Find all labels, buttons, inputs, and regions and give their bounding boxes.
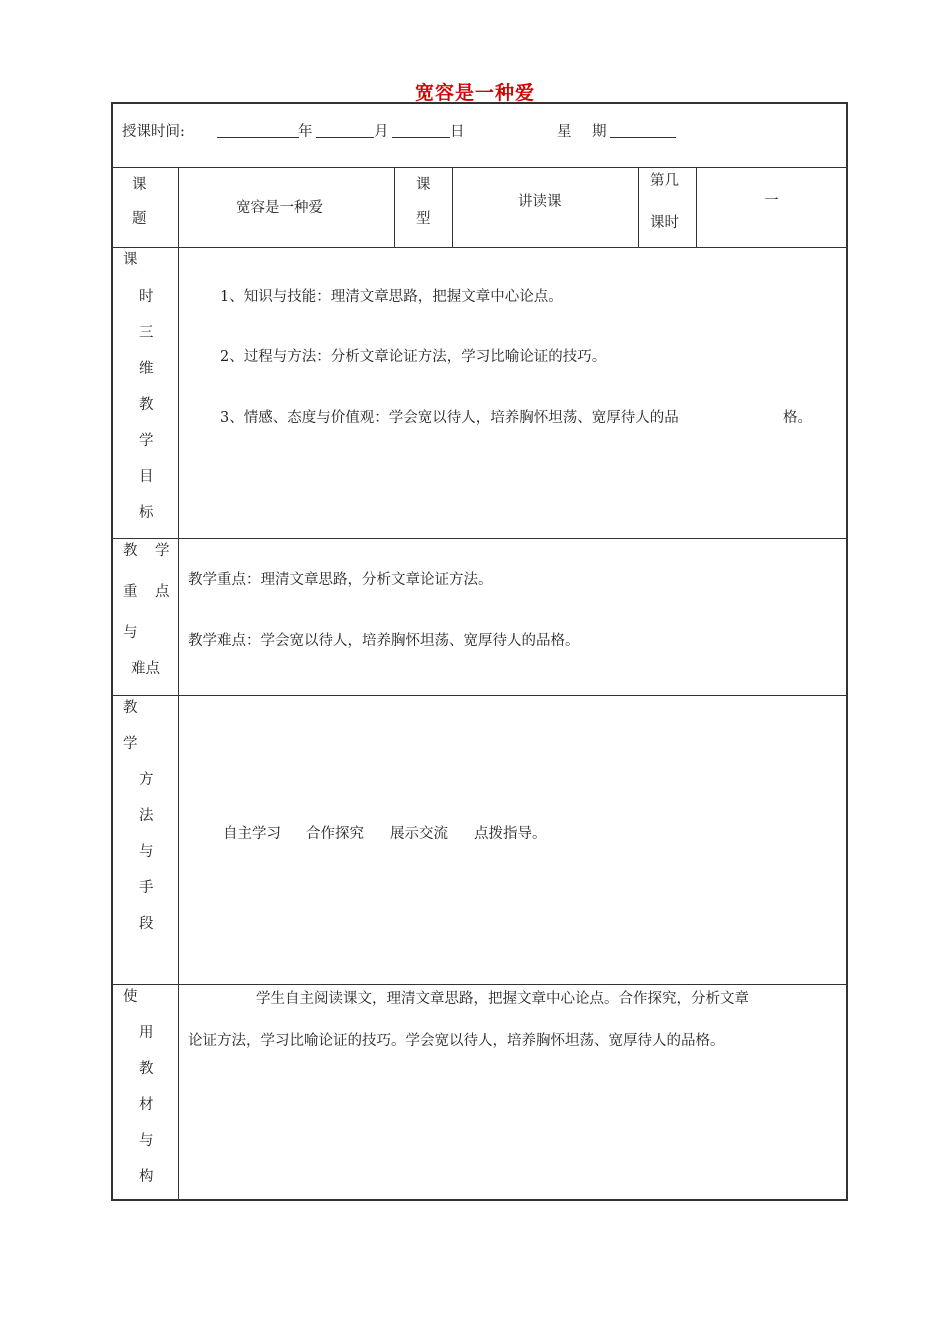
keypoints-label-char: 重 bbox=[123, 584, 138, 600]
method-item: 合作探究 bbox=[306, 826, 364, 842]
column-divider bbox=[178, 167, 179, 1201]
lesson-plan-table bbox=[111, 102, 848, 1201]
method-item: 展示交流 bbox=[390, 826, 448, 842]
materials-label-char: 教 bbox=[139, 1061, 154, 1077]
column-divider bbox=[638, 167, 639, 247]
period-value: 一 bbox=[764, 193, 779, 209]
objective-item: 3、情感、态度与价值观：学会宽以待人，培养胸怀坦荡、宽厚待人的品 bbox=[220, 410, 679, 426]
day-label: 日 bbox=[450, 124, 465, 140]
type-value: 讲读课 bbox=[518, 194, 562, 210]
objectives-label-char: 课 bbox=[123, 252, 138, 268]
keypoints-label-char: 学 bbox=[155, 543, 170, 559]
date-label: 授课时间: bbox=[122, 124, 185, 140]
materials-label-char: 构 bbox=[139, 1169, 154, 1185]
objective-item: 1、知识与技能：理清文章思路，把握文章中心论点。 bbox=[220, 289, 563, 305]
method-item: 点拨指导。 bbox=[474, 826, 547, 842]
keypoints-label-char: 与 bbox=[123, 625, 138, 641]
objective-item: 2、过程与方法：分析文章论证方法，学习比喻论证的技巧。 bbox=[220, 349, 607, 365]
objectives-label-char: 学 bbox=[139, 433, 154, 449]
topic-label: 题 bbox=[132, 211, 147, 227]
month-blank[interactable] bbox=[316, 125, 374, 138]
materials-label-char: 材 bbox=[139, 1097, 154, 1113]
methods-label-char: 段 bbox=[139, 916, 154, 932]
month-label: 月 bbox=[374, 124, 389, 140]
keypoints-label-char: 难点 bbox=[131, 661, 160, 677]
objectives-label-char: 时 bbox=[139, 289, 154, 305]
objectives-label-char: 维 bbox=[139, 361, 154, 377]
day-blank[interactable] bbox=[392, 125, 450, 138]
objectives-label-char: 目 bbox=[139, 469, 154, 485]
methods-label-char: 学 bbox=[123, 736, 138, 752]
methods-label-char: 法 bbox=[139, 808, 154, 824]
objectives-label-char: 教 bbox=[139, 397, 154, 413]
column-divider bbox=[394, 167, 395, 247]
materials-label-char: 与 bbox=[139, 1133, 154, 1149]
topic-value: 宽容是一种爱 bbox=[236, 200, 323, 216]
teaching-focus: 教学重点：理清文章思路，分析文章论证方法。 bbox=[188, 572, 493, 588]
type-label: 课 bbox=[416, 177, 431, 193]
method-item: 自主学习 bbox=[223, 826, 281, 842]
methods-label-char: 方 bbox=[139, 772, 154, 788]
period-label: 第几 bbox=[650, 173, 679, 189]
row-divider bbox=[113, 538, 846, 539]
column-divider bbox=[452, 167, 453, 247]
keypoints-label-char: 教 bbox=[123, 543, 138, 559]
objectives-label-char: 三 bbox=[139, 325, 154, 341]
objectives-label-char: 标 bbox=[139, 505, 154, 521]
row-divider bbox=[113, 695, 846, 696]
type-label: 型 bbox=[416, 211, 431, 227]
methods-label-char: 教 bbox=[123, 700, 138, 716]
objective-item: 格。 bbox=[783, 410, 812, 426]
keypoints-label-char: 点 bbox=[155, 584, 170, 600]
period-label: 课时 bbox=[650, 215, 679, 231]
materials-label-char: 用 bbox=[139, 1025, 154, 1041]
page-title: 宽容是一种爱 bbox=[414, 82, 535, 104]
column-divider bbox=[696, 167, 697, 247]
weekday-label-2: 期 bbox=[592, 124, 607, 140]
teaching-difficulty: 教学难点：学会宽以待人，培养胸怀坦荡、宽厚待人的品格。 bbox=[188, 633, 580, 649]
row-divider bbox=[113, 247, 846, 248]
materials-text: 学生自主阅读课文，理清文章思路，把握文章中心论点。合作探究，分析文章 bbox=[256, 991, 749, 1007]
methods-label-char: 与 bbox=[139, 844, 154, 860]
year-label: 年 bbox=[298, 124, 313, 140]
materials-text: 论证方法，学习比喻论证的技巧。学会宽以待人，培养胸怀坦荡、宽厚待人的品格。 bbox=[188, 1033, 725, 1049]
weekday-blank[interactable] bbox=[610, 125, 676, 138]
materials-label-char: 使 bbox=[123, 989, 138, 1005]
topic-label: 课 bbox=[132, 177, 147, 193]
row-divider bbox=[113, 984, 846, 985]
methods-label-char: 手 bbox=[139, 880, 154, 896]
year-blank[interactable] bbox=[217, 125, 299, 138]
row-divider bbox=[113, 167, 846, 168]
weekday-label-1: 星 bbox=[557, 124, 572, 140]
